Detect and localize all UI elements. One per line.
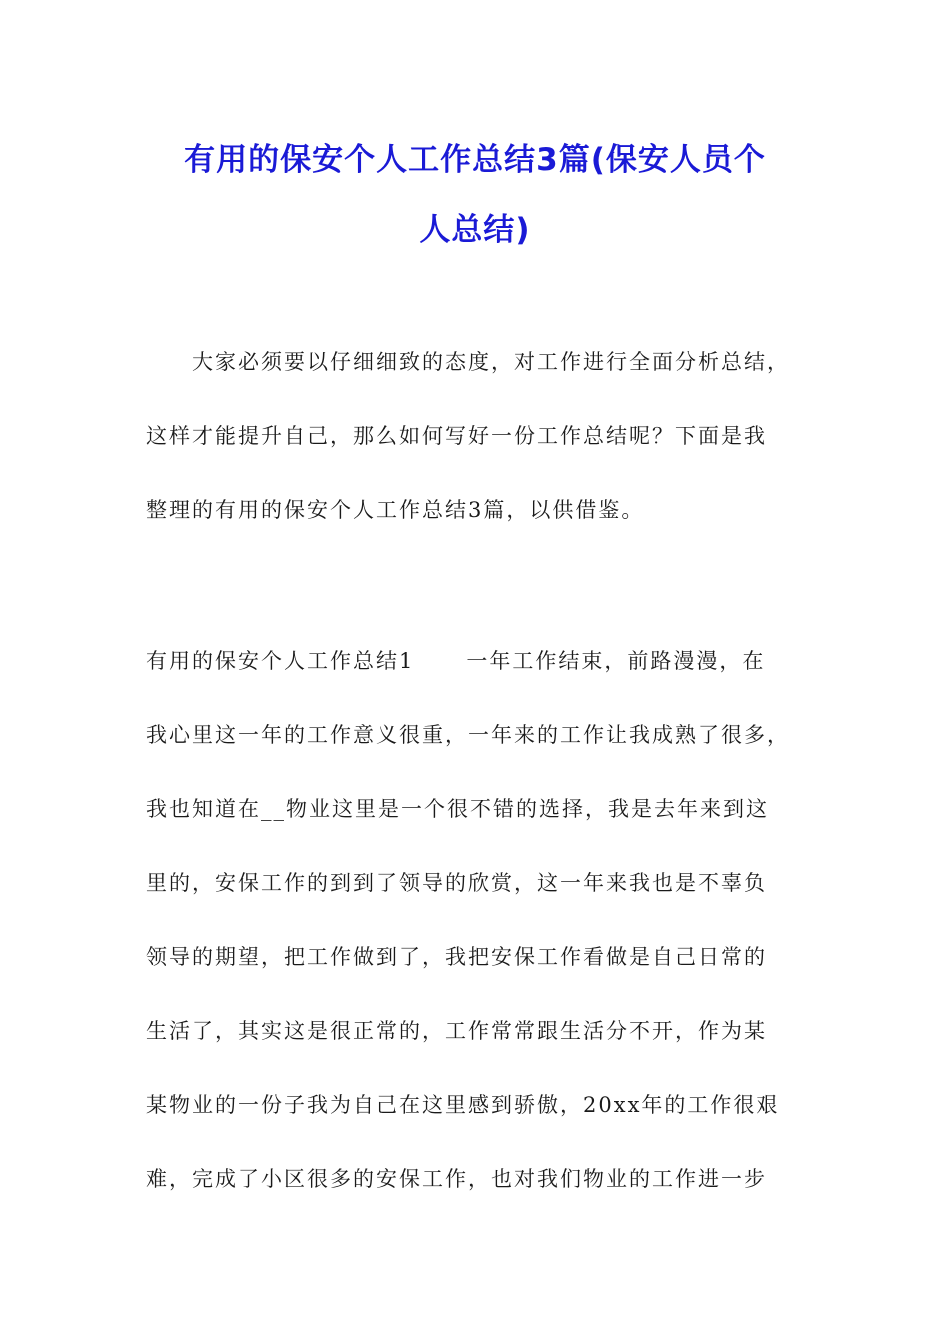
body-line: 我心里这一年的工作意义很重，一年来的工作让我成熟了很多， bbox=[146, 723, 790, 747]
body-line: 难，完成了小区很多的安保工作，也对我们物业的工作进一步 bbox=[146, 1167, 767, 1191]
intro-line-1: 大家必须要以仔细细致的态度，对工作进行全面分析总结， bbox=[192, 350, 790, 374]
intro-line-3: 整理的有用的保安个人工作总结3篇，以供借鉴。 bbox=[146, 498, 645, 522]
body-line: 里的，安保工作的到到了领导的欣赏，这一年来我也是不辜负 bbox=[146, 871, 767, 895]
section-1-first-line-text: 一年工作结束，前路漫漫，在 bbox=[466, 649, 766, 673]
document-title-line-1: 有用的保安个人工作总结3篇(保安人员个 bbox=[184, 142, 766, 178]
body-line: 某物业的一份子我为自己在这里感到骄傲，20xx年的工作很艰 bbox=[146, 1093, 780, 1117]
section-1-heading: 有用的保安个人工作总结1 bbox=[146, 649, 415, 673]
body-line: 领导的期望，把工作做到了，我把安保工作看做是自己日常的 bbox=[146, 945, 767, 969]
body-line: 我也知道在__物业这里是一个很不错的选择，我是去年来到这 bbox=[146, 797, 769, 821]
section-1-first-line bbox=[146, 645, 826, 675]
document-title-line-2: 人总结) bbox=[419, 212, 531, 248]
intro-line-2: 这样才能提升自己，那么如何写好一份工作总结呢？下面是我 bbox=[146, 424, 767, 448]
body-line: 生活了，其实这是很正常的，工作常常跟生活分不开，作为某 bbox=[146, 1019, 767, 1043]
